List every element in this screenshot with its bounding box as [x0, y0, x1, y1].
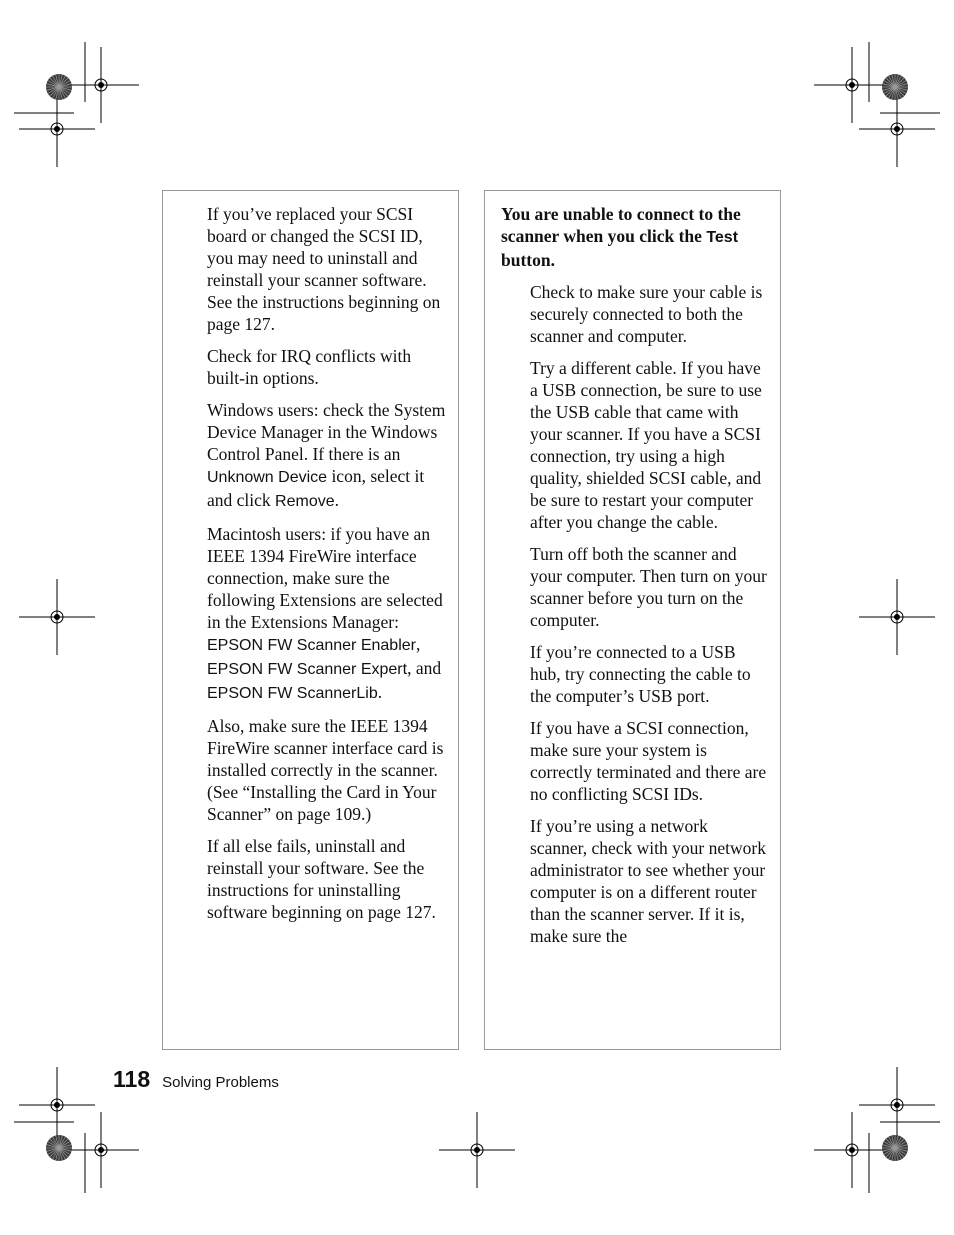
registration-crosshair-icon [19, 1067, 95, 1143]
page-number: 118 [113, 1066, 151, 1092]
left-paragraph-1: If you’ve replaced your SCSI board or changed the SCSI ID, you may need to uninstall and reinstall your scanner software. See the instructions beginning on page 127. [207, 204, 441, 334]
right-paragraph-2: Try a different cable. If you have a USB connection, be sure to use the USB cable that came with your scanner. If you have a SCSI connection, try using a high quality, shielded SCSI cable, and be sure to restart your computer after you change the cable. [530, 358, 762, 532]
extension-name: EPSON FW Scanner Expert [207, 661, 408, 678]
text-segment: . [334, 490, 339, 510]
right-paragraph-6: If you’re using a network scanner, check with your network administrator to see whether your computer is on a different router than the scanner server. If it is, make sure the [530, 816, 766, 946]
registration-crosshair-icon [19, 579, 95, 655]
text-segment: button. [501, 250, 555, 270]
remove-label: Remove [275, 493, 335, 510]
left-paragraph-6: If all else fails, uninstall and reinstall your software. See the instructions for uninstalling software beginning on page 127. [207, 836, 436, 922]
registration-starburst-icon [882, 1135, 908, 1161]
right-paragraph-4: If you’re connected to a USB hub, try connecting the cable to the computer’s USB port. [530, 642, 751, 706]
left-paragraph-2: Check for IRQ conflicts with built-in options. [207, 346, 412, 388]
left-column-box [162, 190, 459, 1050]
extension-name: EPSON FW ScannerLib [207, 685, 378, 702]
extension-name: EPSON FW Scanner Enabler [207, 637, 416, 654]
left-paragraph-3 [207, 399, 447, 513]
registration-starburst-icon [46, 1135, 72, 1161]
unknown-device-label: Unknown Device [207, 469, 328, 486]
left-paragraph-4 [207, 523, 447, 705]
problem-heading [501, 203, 769, 271]
registration-crosshair-icon [814, 47, 890, 123]
section-title: Solving Problems [162, 1074, 279, 1091]
registration-crosshair-icon [859, 579, 935, 655]
registration-crosshair-icon [814, 1112, 890, 1188]
registration-crosshair-icon [63, 47, 139, 123]
text-segment: Windows users: check the System Device Manager in the Windows Control Panel. If there is an [207, 400, 446, 464]
text-segment: , and [407, 658, 442, 678]
registration-starburst-icon [46, 74, 72, 100]
left-paragraph-5: Also, make sure the IEEE 1394 FireWire scanner interface card is installed correctly in the scanner. (See “Installing the Card in Your Scanner” on page 109.) [207, 716, 444, 824]
registration-starburst-icon [882, 74, 908, 100]
right-column-box [484, 190, 781, 1050]
text-segment: You are unable to connect to the scanner when you click the [501, 204, 741, 246]
page-footer [113, 1066, 279, 1093]
registration-crosshair-icon [63, 1112, 139, 1188]
registration-crosshair-icon [859, 1067, 935, 1143]
registration-crosshair-icon [19, 91, 95, 167]
test-button-label: Test [706, 229, 739, 246]
registration-crosshair-icon [859, 91, 935, 167]
text-segment: Macintosh users: if you have an IEEE 1394 FireWire interface connection, make sure the following Extensions are selected in the Extensions Manager: [207, 524, 443, 632]
registration-crosshair-icon [439, 1112, 515, 1188]
right-paragraph-5: If you have a SCSI connection, make sure your system is correctly terminated and there are no conflicting SCSI IDs. [530, 718, 767, 804]
text-segment: , [415, 634, 421, 654]
right-paragraph-1: Check to make sure your cable is securely connected to both the scanner and computer. [530, 282, 763, 346]
right-paragraph-3: Turn off both the scanner and your computer. Then turn on your scanner before you turn on the computer. [530, 544, 767, 630]
text-segment: . [377, 682, 383, 702]
text-segment: icon, select it and click [207, 466, 425, 510]
